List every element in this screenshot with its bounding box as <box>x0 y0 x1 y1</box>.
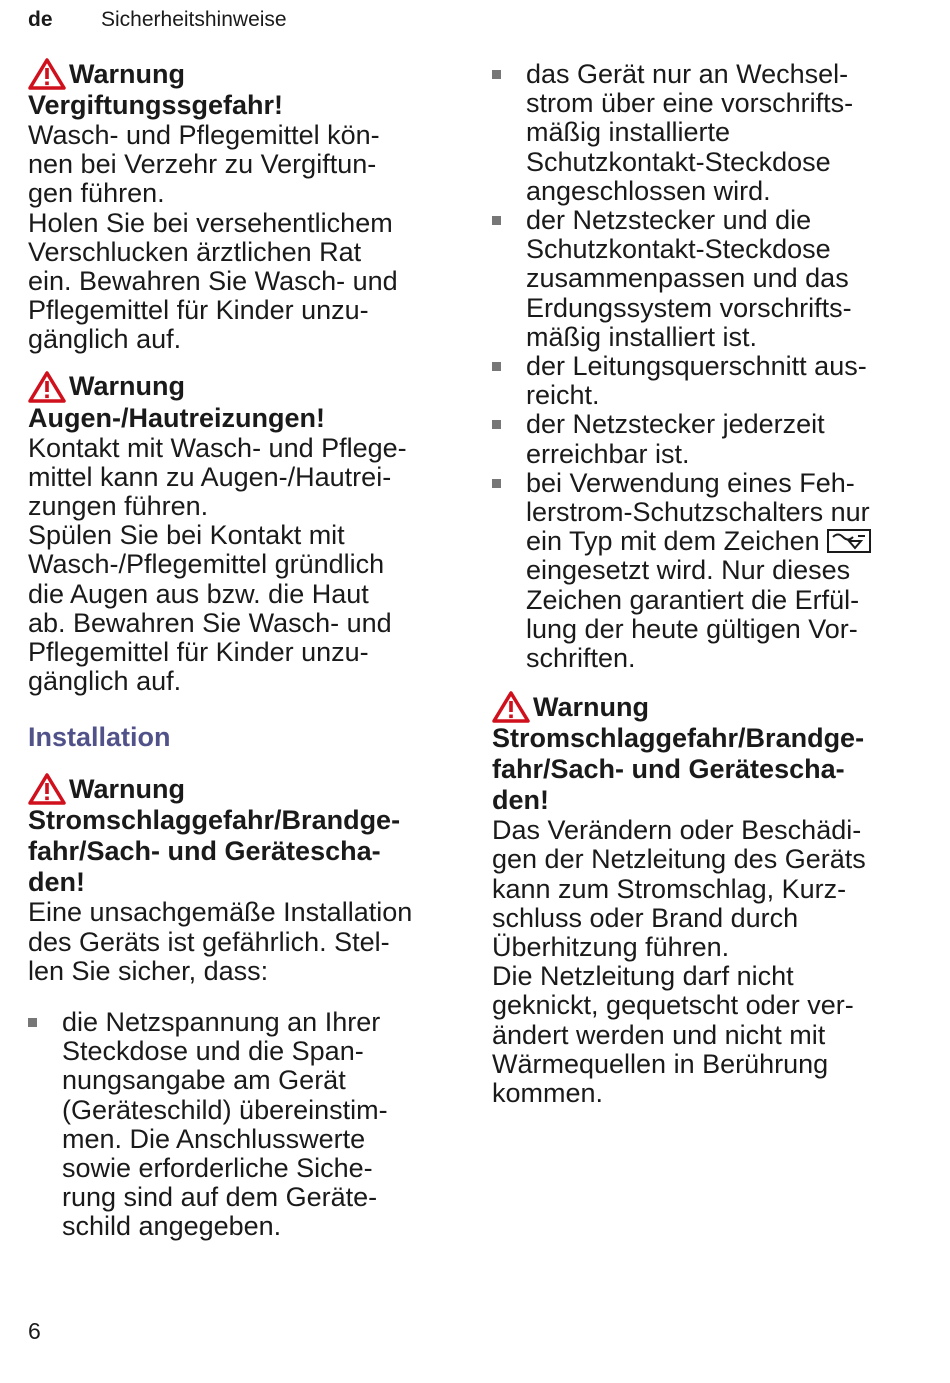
text-line: rung sind auf dem Geräte- <box>62 1182 378 1213</box>
bullet-square-icon <box>28 1018 37 1027</box>
warning-triangle-icon <box>492 691 530 723</box>
page-number: 6 <box>28 1318 41 1344</box>
text-line: gen der Netzleitung des Geräts <box>492 844 866 875</box>
text-line: Holen Sie bei versehentlichem <box>28 207 393 238</box>
text-line: der Netzstecker und die <box>526 205 812 236</box>
list-item <box>492 469 932 673</box>
list-item <box>492 60 932 206</box>
warning-title: Augen-/Hautreizungen! <box>28 402 325 433</box>
title-line: Stromschlaggefahr/Brandge- <box>492 723 865 754</box>
warning-title: Vergiftungssgefahr! <box>28 90 284 120</box>
text-line: Die Netzleitung darf nicht <box>492 961 794 992</box>
rcd-symbol-icon <box>827 529 871 553</box>
warning-heading <box>28 371 458 403</box>
text-line: Steckdose und die Span- <box>62 1036 364 1067</box>
text-line: geknickt, gequetscht oder ver- <box>492 990 854 1021</box>
text-line: des Geräts ist gefährlich. Stel- <box>28 926 390 957</box>
installation-heading: Installation <box>28 722 171 753</box>
warning-eye-skin <box>28 371 458 697</box>
text-line: lung der heute gültigen Vor- <box>526 613 858 644</box>
language-code: de <box>28 8 53 31</box>
warning-triangle-icon <box>28 58 66 90</box>
text-line-with-symbol <box>526 527 932 556</box>
text-line: mäßig installiert ist. <box>526 321 758 352</box>
warning-text <box>28 898 458 986</box>
warning-word: Warnung <box>69 773 185 804</box>
text-line: Überhitzung führen. <box>492 932 730 963</box>
text-line: Eine unsachgemäße Installation <box>28 897 413 928</box>
left-column <box>28 58 458 1242</box>
warning-word: Warnung <box>69 371 185 402</box>
title-line: den! <box>492 785 549 816</box>
text-line: der Netzstecker jederzeit <box>526 409 825 440</box>
warning-text <box>28 121 458 355</box>
warning-word: Warnung <box>533 691 649 722</box>
text-line: Wasch-/Pflegemittel gründlich <box>28 549 385 580</box>
list-item <box>492 206 932 352</box>
text-line: erreichbar ist. <box>526 438 690 469</box>
text-line: Wasch- und Pflegemittel kön- <box>28 120 380 150</box>
text-line: kommen. <box>492 1078 604 1109</box>
list-item <box>28 1008 458 1242</box>
text-line: men. Die Anschlusswerte <box>62 1123 366 1154</box>
warning-title <box>492 723 932 816</box>
warning-triangle-icon <box>28 773 66 805</box>
text-line: die Netzspannung an Ihrer <box>62 1007 381 1038</box>
text-line: eingesetzt wird. Nur dieses <box>526 555 851 586</box>
text-line: mäßig installierte <box>526 117 731 148</box>
text-line: len Sie sicher, dass: <box>28 955 269 986</box>
text-line: Verschlucken ärztlichen Rat <box>28 236 362 267</box>
bullet-square-icon <box>492 70 501 79</box>
text-line: Kontakt mit Wasch- und Pflege- <box>28 432 407 463</box>
warning-triangle-icon <box>28 371 66 403</box>
text-line: gänglich auf. <box>28 324 182 355</box>
warning-heading <box>28 773 458 805</box>
text-line: Spülen Sie bei Kontakt mit <box>28 520 345 551</box>
text-line: Erdungssystem vorschrifts- <box>526 292 852 323</box>
text-line: schriften. <box>526 643 636 674</box>
text-fragment: ein Typ mit dem Zeichen <box>526 526 820 557</box>
title-line: den! <box>28 867 85 898</box>
text-line: Schutzkontakt-Steckdose <box>526 234 831 265</box>
bullet-square-icon <box>492 362 501 371</box>
text-line: die Augen aus bzw. die Haut <box>28 578 369 609</box>
warning-title <box>28 805 458 898</box>
warning-word: Warnung <box>69 58 185 89</box>
title-line: Stromschlaggefahr/Brandge- <box>28 805 401 836</box>
text-line: Wärmequellen in Berührung <box>492 1048 829 1079</box>
text-line: bei Verwendung eines Feh- <box>526 467 855 498</box>
text-line: schild angegeben. <box>62 1211 282 1242</box>
text-line: Schutzkontakt-Steckdose <box>526 146 831 177</box>
bullet-square-icon <box>492 216 501 225</box>
text-line: gänglich auf. <box>28 666 182 697</box>
text-line: (Geräteschild) übereinstim- <box>62 1094 388 1125</box>
warning-text <box>28 434 458 697</box>
text-line: zusammenpassen und das <box>526 263 849 294</box>
bullet-square-icon <box>492 420 501 429</box>
text-line: lerstrom-Schutzschalters nur <box>526 497 870 528</box>
list-item <box>492 352 932 410</box>
warning-heading <box>492 691 932 723</box>
bullet-list <box>492 60 932 673</box>
text-line: strom über eine vorschrifts- <box>526 88 854 119</box>
text-line: ein. Bewahren Sie Wasch- und <box>28 266 398 297</box>
text-line: Das Verändern oder Beschädi- <box>492 815 862 846</box>
text-line: sowie erforderliche Siche- <box>62 1153 373 1184</box>
warning-heading <box>28 58 458 90</box>
text-line: Pflegemittel für Kinder unzu- <box>28 295 369 326</box>
right-column <box>492 60 932 1108</box>
title-line: fahr/Sach- und Geräteschа- <box>492 754 845 785</box>
text-line: der Leitungsquerschnitt aus- <box>526 351 867 382</box>
text-line: Zeichen garantiert die Erfül- <box>526 584 860 615</box>
list-item <box>492 410 932 468</box>
warning-poisoning <box>28 58 458 355</box>
warning-electric-shock <box>28 773 458 1241</box>
text-line: das Gerät nur an Wechsel- <box>526 59 849 89</box>
text-line: Pflegemittel für Kinder unzu- <box>28 637 369 668</box>
text-line: nen bei Verzehr zu Vergiftun- <box>28 149 377 180</box>
text-line: nungsangabe am Gerät <box>62 1065 346 1096</box>
text-line: mittel kann zu Augen-/Hautrei- <box>28 461 392 492</box>
text-line: zungen führen. <box>28 491 209 522</box>
text-line: ab. Bewahren Sie Wasch- und <box>28 607 392 638</box>
text-line: ändert werden und nicht mit <box>492 1019 826 1050</box>
bullet-list <box>28 1008 458 1242</box>
text-line: angeschlossen wird. <box>526 175 771 206</box>
warning-power-cord <box>492 691 932 1108</box>
title-line: fahr/Sach- und Geräteschа- <box>28 836 381 867</box>
warning-text <box>492 816 932 1108</box>
page-header <box>28 8 287 32</box>
text-line: kann zum Stromschlag, Kurz- <box>492 873 847 904</box>
text-line: reicht. <box>526 380 600 411</box>
bullet-square-icon <box>492 479 501 488</box>
text-line: gen führen. <box>28 178 165 209</box>
section-name: Sicherheitshinweise <box>101 8 287 31</box>
text-line: schluss oder Brand durch <box>492 902 799 933</box>
